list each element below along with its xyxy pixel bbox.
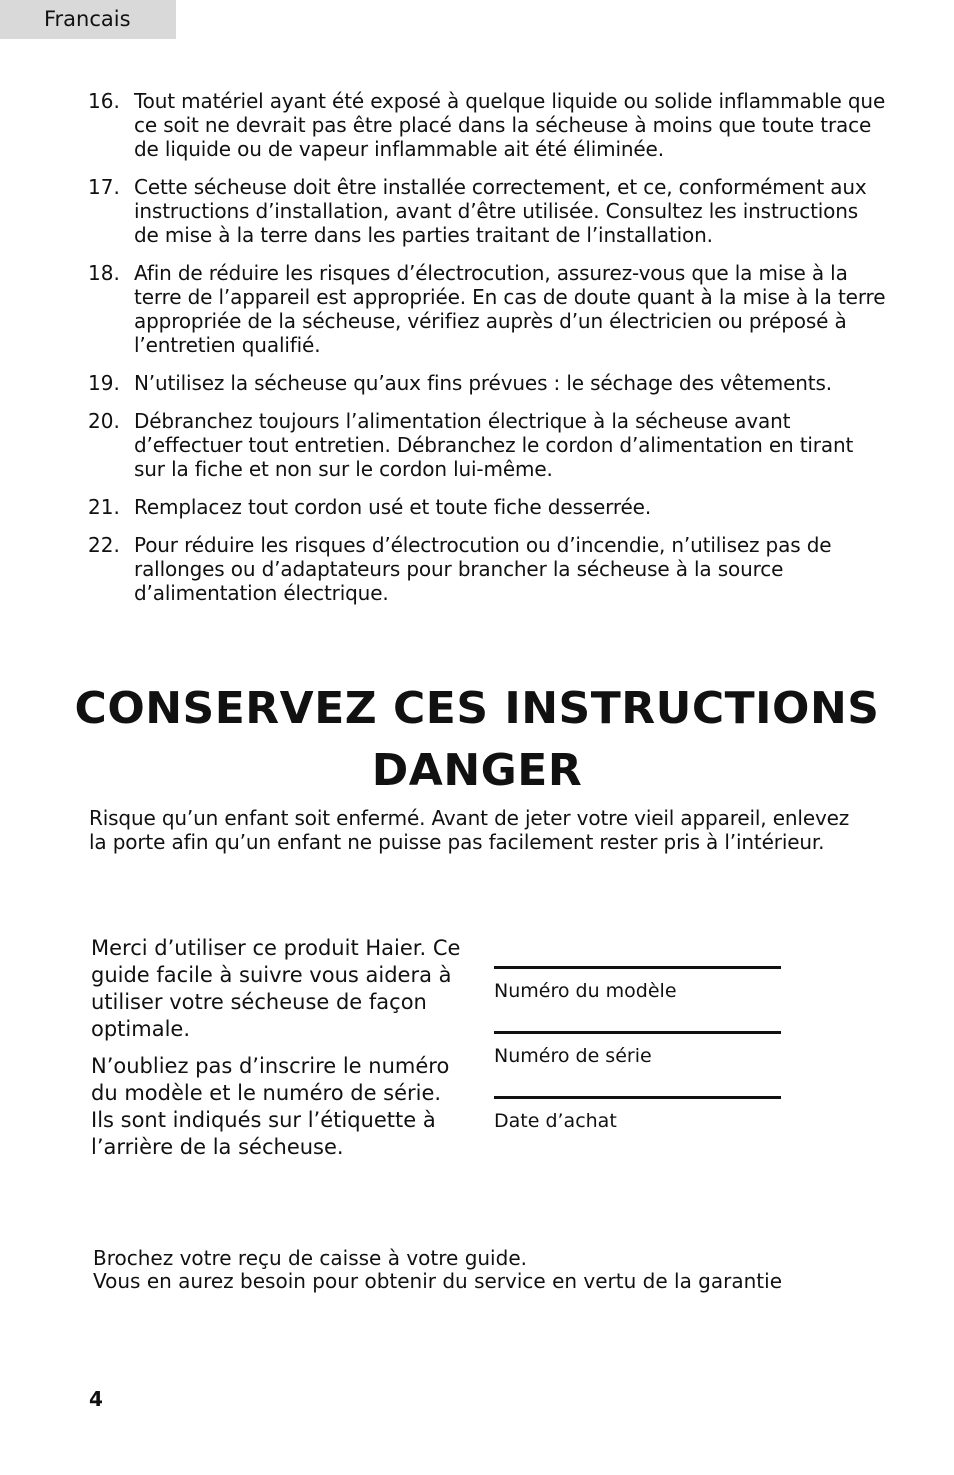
list-item-text: Pour réduire les risques d’électrocution ou d’incendie, n’utilisez pas de rallonges ou d’adaptateurs pour brancher la sécheuse à la source d’alimentation électrique. <box>134 533 832 605</box>
thanks-paragraph: Merci d’utiliser ce produit Haier. Ce guide facile à suivre vous aidera à utiliser votre sécheuse de façon optimale. <box>91 936 461 1041</box>
list-item-text: Remplacez tout cordon usé et toute fiche desserrée. <box>134 495 652 519</box>
save-instructions-heading: CONSERVEZ CES INSTRUCTIONS <box>74 683 880 734</box>
receipt-line-1: Brochez votre reçu de caisse à votre guide. <box>93 1246 527 1270</box>
language-tab: Francais <box>0 0 176 39</box>
model-number-label: Numéro du modèle <box>494 980 677 1002</box>
thanks-section <box>91 935 461 1171</box>
list-item-number: 18. <box>88 261 120 285</box>
list-item <box>88 371 888 395</box>
list-item <box>88 495 888 519</box>
receipt-line-2: Vous en aurez besoin pour obtenir du service en vertu de la garantie <box>93 1269 782 1293</box>
list-item-text: Débranchez toujours l’alimentation électrique à la sécheuse avant d’effectuer tout entretien. Débranchez le cordon d’alimentation en tirant sur la fiche et non sur le cordon lui-même. <box>134 409 854 481</box>
safety-instructions-list <box>88 89 888 619</box>
list-item-text: Tout matériel ayant été exposé à quelque liquide ou solide inflammable que ce soit ne devrait pas être placé dans la sécheuse à moins que toute trace de liquide ou de vapeur inflammable ait été éliminée. <box>134 89 886 161</box>
list-item-text: Cette sécheuse doit être installée correctement, et ce, conformément aux instructions d’installation, avant d’être utilisée. Consultez les instructions de mise à la terre dans les parties traitant de l’installation. <box>134 175 867 247</box>
list-item <box>88 409 888 481</box>
list-item-number: 20. <box>88 409 120 433</box>
list-item-number: 17. <box>88 175 120 199</box>
list-item <box>88 261 888 357</box>
list-item <box>88 533 888 605</box>
list-item <box>88 175 888 247</box>
serial-number-label: Numéro de série <box>494 1045 652 1067</box>
list-item <box>88 89 888 161</box>
product-record-form <box>494 966 781 1161</box>
list-item-number: 22. <box>88 533 120 557</box>
list-item-number: 21. <box>88 495 120 519</box>
receipt-note <box>93 1247 873 1293</box>
page-number: 4 <box>89 1387 103 1411</box>
list-item-text: Afin de réduire les risques d’électrocution, assurez-vous que la mise à la terre de l’appareil est appropriée. En cas de doute quant à la mise à la terre appropriée de la sécheuse, vérifiez auprès d’un électricien ou préposé à l’entretien qualifié. <box>134 261 886 357</box>
danger-warning-text: Risque qu’un enfant soit enfermé. Avant de jeter votre vieil appareil, enlevez la porte afin qu’un enfant ne puisse pas facilement rester pris à l’intérieur. <box>89 806 850 854</box>
list-item-text: N’utilisez la sécheuse qu’aux fins prévues : le séchage des vêtements. <box>134 371 832 395</box>
purchase-date-label: Date d’achat <box>494 1110 617 1132</box>
danger-heading: DANGER <box>371 745 583 796</box>
list-item-number: 19. <box>88 371 120 395</box>
list-item-number: 16. <box>88 89 120 113</box>
model-reminder-paragraph: N’oubliez pas d’inscrire le numéro du modèle et le numéro de série. Ils sont indiqués sur l’étiquette à l’arrière de la sécheuse. <box>91 1054 450 1159</box>
